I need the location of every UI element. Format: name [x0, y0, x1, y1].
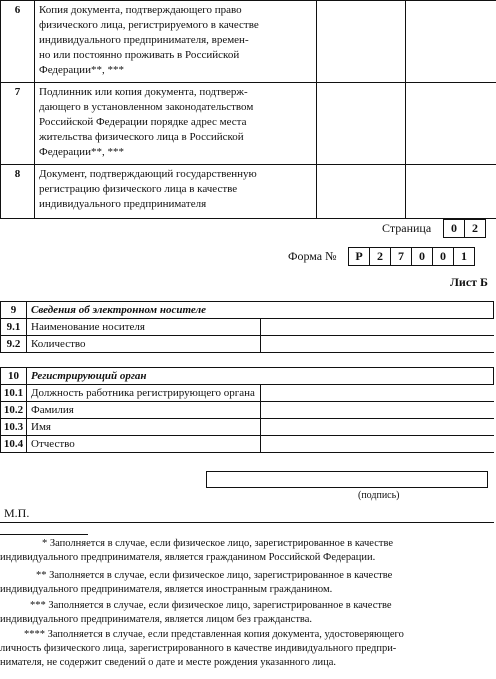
field-label: Должность работника регистрирующего органа — [27, 385, 261, 402]
first-name-field[interactable] — [260, 419, 494, 436]
document-description: Копия документа, подтверждающего право физического лица, регистрируемого в качестве индивидуального предпринимателя, времен- но или постоянно проживать в Российской Федерации**, *** — [35, 1, 317, 83]
document-description: Документ, подтверждающий государственную регистрацию физического лица в качестве индивидуального предпринимателя — [35, 165, 317, 219]
row-number: 10.3 — [1, 419, 27, 436]
surname-field[interactable] — [260, 402, 494, 419]
table-row — [1, 419, 494, 436]
page-number-boxes[interactable] — [443, 219, 486, 238]
documents-table — [0, 0, 496, 219]
form-number-boxes — [348, 247, 475, 266]
field-label: Количество — [27, 336, 261, 353]
page-digit: 0 — [451, 221, 457, 235]
table-row — [1, 165, 496, 219]
registering-authority-section — [0, 367, 494, 453]
signature-field[interactable] — [206, 471, 488, 488]
divider — [0, 522, 494, 523]
field-label: Фамилия — [27, 402, 261, 419]
field-label: Имя — [27, 419, 261, 436]
form-char: 2 — [369, 248, 390, 265]
stamp-label: М.П. — [4, 506, 30, 520]
document-field[interactable] — [317, 83, 406, 165]
patronymic-field[interactable] — [260, 436, 494, 453]
section-header — [1, 368, 494, 385]
document-field[interactable] — [317, 1, 406, 83]
section-title: Сведения об электронном носителе — [27, 302, 494, 319]
signature-caption: (подпись) — [358, 490, 400, 501]
field-label: Отчество — [27, 436, 261, 453]
section-header — [1, 302, 494, 319]
form-char: 1 — [453, 248, 474, 265]
row-number: 6 — [1, 1, 35, 83]
footnote: ** Заполняется в случае, если физическое лицо, зарегистрированное в качестве индивидуального предпринимателя, является иностранным гражданином. — [0, 570, 393, 595]
footnote: **** Заполняется в случае, если представленная копия документа, удостоверяющего личность физического лица, зарегистрированного в качестве индивидуального предпри- нимателя, не содержит сведений о дате и месте рождения указанного лица. — [0, 629, 404, 668]
footnote-continued: индивидуального предпринимателя, является гражданином Российской Федерации. — [0, 552, 376, 563]
section-number: 10 — [1, 368, 27, 385]
table-row — [1, 1, 496, 83]
media-count-field[interactable] — [260, 336, 494, 353]
form-char: 0 — [432, 248, 453, 265]
form-number-label: Форма № — [288, 249, 337, 263]
row-number: 7 — [1, 83, 35, 165]
field-label: Наименование носителя — [27, 319, 261, 336]
page-label: Страница — [382, 221, 432, 235]
electronic-media-section — [0, 301, 494, 353]
form-char: 0 — [411, 248, 432, 265]
form-char: 7 — [390, 248, 411, 265]
sheet-label: Лист Б — [449, 275, 488, 289]
table-row — [1, 436, 494, 453]
position-field[interactable] — [260, 385, 494, 402]
table-row — [1, 385, 494, 402]
media-name-field[interactable] — [260, 319, 494, 336]
row-number: 10.1 — [1, 385, 27, 402]
document-field[interactable] — [406, 165, 496, 219]
row-number: 9.2 — [1, 336, 27, 353]
table-row — [1, 402, 494, 419]
document-field[interactable] — [406, 83, 496, 165]
row-number: 10.4 — [1, 436, 27, 453]
footnote: *** Заполняется в случае, если физическое лицо, зарегистрированное в качестве индивидуального предпринимателя, является лицом без гражданства. — [0, 600, 392, 625]
section-title: Регистрирующий орган — [27, 368, 494, 385]
document-field[interactable] — [317, 165, 406, 219]
footnote-divider — [0, 534, 88, 535]
form-char: Р — [355, 249, 363, 263]
document-field[interactable] — [406, 1, 496, 83]
document-description: Подлинник или копия документа, подтверж- дающего в установленном законодательством Российской Федерации порядке адрес места жительства физического лица в Российской Федерации**, *** — [35, 83, 317, 165]
footnote: * Заполняется в случае, если физическое лицо, зарегистрированное в качестве — [42, 538, 394, 549]
table-row — [1, 336, 494, 353]
row-number: 9.1 — [1, 319, 27, 336]
table-row — [1, 83, 496, 165]
row-number: 8 — [1, 165, 35, 219]
page-digit: 2 — [464, 220, 485, 237]
row-number: 10.2 — [1, 402, 27, 419]
section-number: 9 — [1, 302, 27, 319]
table-row — [1, 319, 494, 336]
